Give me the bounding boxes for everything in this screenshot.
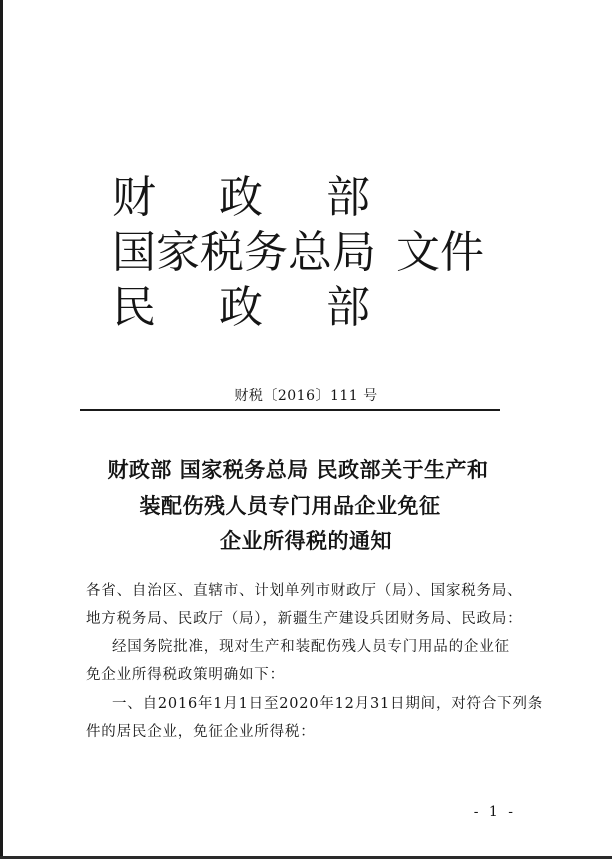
notice-title-line: 装配伤残人员专门用品企业免征 bbox=[139, 493, 441, 518]
agency-char: 财 bbox=[112, 172, 156, 223]
scan-edge-left bbox=[0, 0, 3, 859]
agency-civil-affairs bbox=[112, 280, 370, 336]
document-number: 财税〔2016〕111 号 bbox=[234, 388, 378, 404]
body-paragraph-line: 件的居民企业，免征企业所得税： bbox=[86, 724, 316, 740]
addressee-line: 地方税务局、民政厅（局），新疆生产建设兵团财务局、民政局： bbox=[86, 611, 523, 627]
notice-title-line: 财政部 国家税务总局 民政部关于生产和 bbox=[107, 457, 489, 482]
agency-char: 政 bbox=[219, 172, 263, 223]
body-paragraph-line: 一、自2016年1月1日至2020年12月31日期间，对符合下列条 bbox=[112, 696, 544, 712]
agency-char: 部 bbox=[326, 282, 370, 333]
agency-ministry-of-finance bbox=[112, 170, 370, 226]
body-paragraph-line: 经国务院批准，现对生产和装配伤残人员专门用品的企业征 bbox=[112, 639, 510, 655]
header-divider-line bbox=[80, 409, 500, 411]
addressee-line: 各省、自治区、直辖市、计划单列市财政厅（局）、国家税务局、 bbox=[86, 583, 523, 599]
agency-char: 民 bbox=[112, 282, 156, 333]
issuing-agencies-header bbox=[112, 170, 512, 340]
agency-char: 政 bbox=[219, 282, 263, 333]
agency-state-taxation bbox=[112, 225, 484, 281]
page-number: - 1 - bbox=[473, 804, 516, 820]
notice-title-line: 企业所得税的通知 bbox=[220, 528, 392, 553]
document-suffix: 文件 bbox=[396, 227, 484, 278]
body-paragraph-line: 免企业所得税政策明确如下： bbox=[86, 667, 285, 683]
agency-char: 部 bbox=[326, 172, 370, 223]
agency-name: 国家税务总局 bbox=[112, 227, 376, 278]
